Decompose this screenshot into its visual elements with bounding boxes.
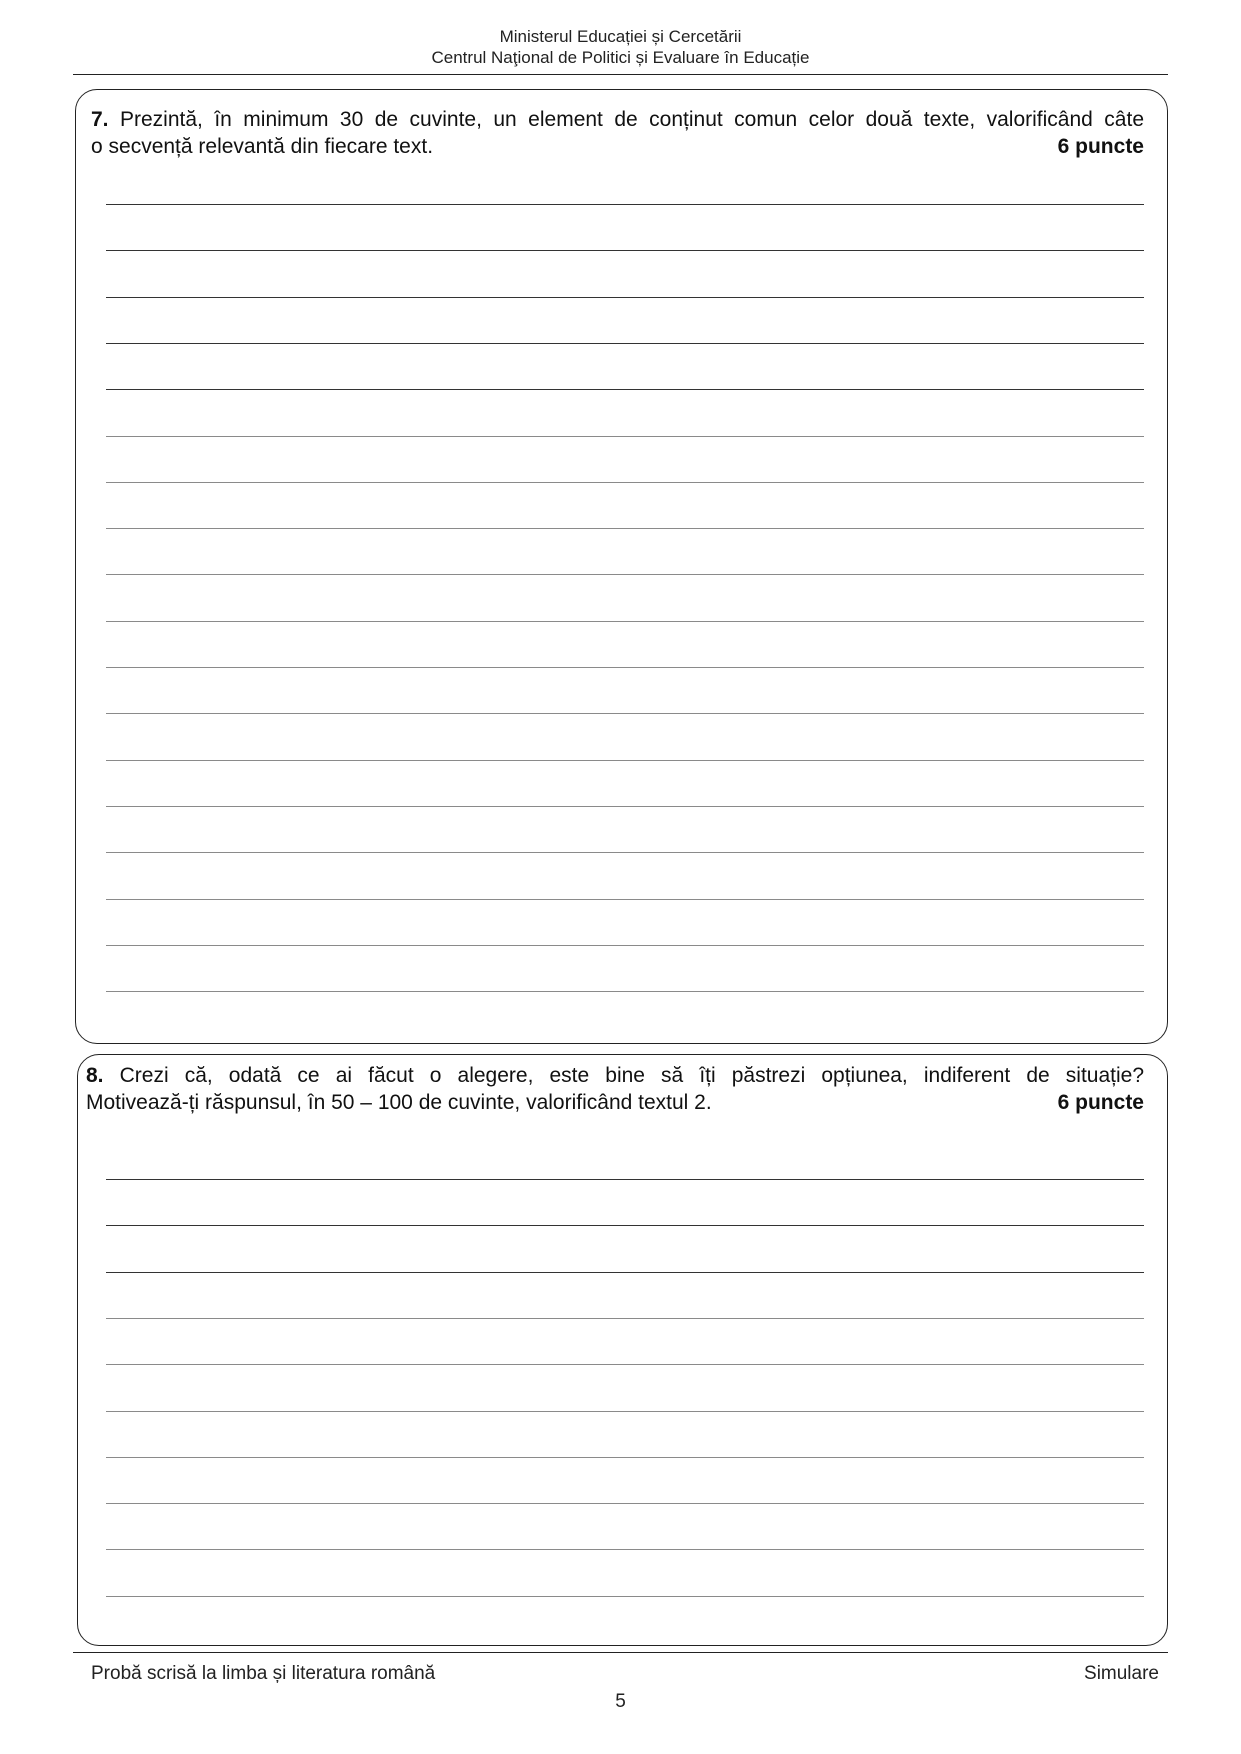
answer-line: [106, 621, 1144, 622]
question-8-box: [77, 1054, 1168, 1646]
answer-line: [106, 991, 1144, 992]
answer-line: [106, 760, 1144, 761]
answer-line: [106, 250, 1144, 251]
answer-line: [106, 1318, 1144, 1319]
answer-line: [106, 1179, 1144, 1180]
question-7-number: 7.: [91, 108, 109, 131]
answer-line: [106, 667, 1144, 668]
answer-line: [106, 1411, 1144, 1412]
answer-line: [106, 1503, 1144, 1504]
answer-line: [106, 389, 1144, 390]
page-header: [0, 26, 1241, 68]
answer-line: [106, 1549, 1144, 1550]
question-8-line2: Motivează-ți răspunsul, în 50 – 100 de cuvinte, valorificând textul 2.: [86, 1091, 712, 1114]
answer-line: [106, 204, 1144, 205]
answer-line: [106, 482, 1144, 483]
question-8-number: 8.: [86, 1064, 104, 1087]
question-8-text: [86, 1062, 1144, 1116]
exam-title: Probă scrisă la limba și literatura română: [91, 1663, 436, 1684]
answer-line: [106, 852, 1144, 853]
question-7-points: 6 puncte: [1057, 135, 1144, 158]
answer-line: [106, 945, 1144, 946]
question-7-line2: o secvență relevantă din fiecare text.: [91, 135, 434, 158]
header-divider: [73, 74, 1168, 75]
question-7-box: [75, 89, 1168, 1044]
answer-line: [106, 1225, 1144, 1226]
exam-type: Simulare: [1084, 1663, 1159, 1684]
page-number: 5: [615, 1691, 626, 1712]
answer-line: [106, 574, 1144, 575]
answer-line: [106, 713, 1144, 714]
footer-divider: [73, 1652, 1168, 1653]
answer-line: [106, 1272, 1144, 1273]
answer-line: [106, 343, 1144, 344]
answer-line: [106, 1596, 1144, 1597]
question-8-points: 6 puncte: [1057, 1091, 1144, 1114]
question-7-text: [91, 106, 1144, 160]
center-name: Centrul Naţional de Politici și Evaluare în Educație: [431, 48, 810, 67]
answer-line: [106, 1457, 1144, 1458]
answer-line: [106, 806, 1144, 807]
ministry-name: Ministerul Educației și Cercetării: [499, 27, 742, 46]
answer-line: [106, 1364, 1144, 1365]
answer-line: [106, 528, 1144, 529]
answer-line: [106, 297, 1144, 298]
question-8-line1: Crezi că, odată ce ai făcut o alegere, este bine să îți păstrezi opțiunea, indiferent de situație?: [119, 1064, 1144, 1087]
answer-line: [106, 436, 1144, 437]
answer-line: [106, 899, 1144, 900]
question-7-line1: Prezintă, în minimum 30 de cuvinte, un element de conținut comun celor două texte, valorificând câte: [119, 108, 1144, 131]
